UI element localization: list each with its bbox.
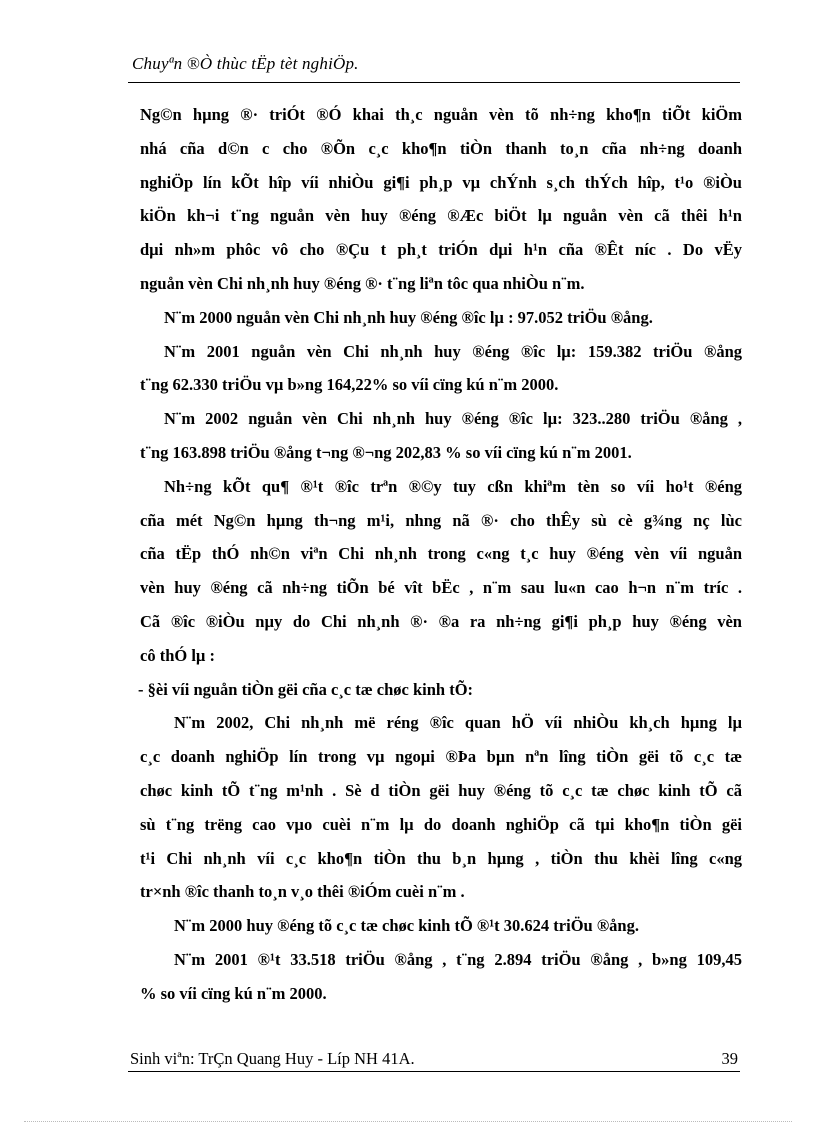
body-line: chøc kinh tÕ t¨ng m¹nh . Sè d tiÒn gëi huy ®éng tõ c¸c tæ chøc kinh tÕ cã bbox=[140, 780, 742, 800]
body-line: Cã ®îc ®iÒu nµy do Chi nh¸nh ®· ®a ra nh÷ng gi¶i ph¸p huy ®éng vèn bbox=[140, 611, 742, 631]
body-line: nguån vèn Chi nh¸nh huy ®éng ®· t¨ng liªn tôc qua nhiÒu n¨m. bbox=[140, 273, 585, 293]
body-line: nhá cña d©n c cho ®Õn c¸c kho¶n tiÒn thanh to¸n cña nh÷ng doanh bbox=[140, 138, 742, 158]
body-line: tr×nh ®îc thanh to¸n v¸o thêi ®iÓm cuèi n¨m . bbox=[140, 882, 465, 902]
body-line: N¨m 2001 nguån vèn Chi nh¸nh huy ®éng ®îc lµ: 159.382 triÖu ®ång bbox=[164, 341, 742, 361]
body-line: kiÖn kh¬i t¨ng nguån vèn huy ®éng ®Æc biÖt lµ nguån vèn cã thêi h¹n bbox=[140, 206, 742, 226]
header-title: Chuyªn ®Ò thùc tËp tèt nghiÖp. bbox=[132, 54, 359, 73]
footer-author: Sinh viªn: TrÇn Quang Huy - Líp NH 41A. bbox=[130, 1049, 415, 1068]
page-number: 39 bbox=[721, 1049, 738, 1068]
body-line: cña tËp thÓ nh©n viªn Chi nh¸nh trong c«ng t¸c huy ®éng vèn víi nguån bbox=[140, 544, 742, 564]
page-footer bbox=[128, 1049, 740, 1072]
body-line: N¨m 2002, Chi nh¸nh më réng ®îc quan hÖ víi nhiÒu kh¸ch hµng lµ bbox=[174, 713, 742, 733]
page-edge-divider bbox=[24, 1121, 792, 1122]
body-line: cña mét Ng©n hµng th¬ng m¹i, nhng nã ®· cho thÊy sù cè g¾ng nç lùc bbox=[140, 510, 742, 530]
body-line: c¸c doanh nghiÖp lín trong vµ ngoµi ®Þa bµn nªn lîng tiÒn gëi tõ c¸c tæ bbox=[140, 747, 742, 767]
body-line: % so víi cïng kú n¨m 2000. bbox=[140, 983, 327, 1003]
body-line: vèn huy ®éng cã nh÷ng tiÕn bé vît bËc , n¨m sau lu«n cao h¬n n¨m tríc . bbox=[140, 578, 742, 598]
body-line: N¨m 2000 huy ®éng tõ c¸c tæ chøc kinh tÕ ®¹t 30.624 triÖu ®ång. bbox=[174, 916, 639, 936]
bullet-line: - §èi víi nguån tiÒn gëi cña c¸c tæ chøc kinh tÕ: bbox=[138, 679, 474, 699]
body-line: t¨ng 62.330 triÖu vµ b»ng 164,22% so víi cïng kú n¨m 2000. bbox=[140, 375, 559, 395]
body-line: N¨m 2001 ®¹t 33.518 triÖu ®ång , t¨ng 2.894 triÖu ®ång , b»ng 109,45 bbox=[174, 949, 742, 969]
body-line: sù t¨ng trëng cao vµo cuèi n¨m lµ do doanh nghiÖp cã tµi kho¶n tiÒn gëi bbox=[140, 814, 742, 834]
body-line: t¹i Chi nh¸nh víi c¸c kho¶n tiÒn thu b¸n hµng , tiÒn thu khèi lîng c«ng bbox=[140, 848, 742, 868]
body-line: t¨ng 163.898 triÖu ®ång t¬ng ®¬ng 202,83 % so víi cïng kú n¨m 2001. bbox=[140, 442, 632, 462]
body-line: Nh÷ng kÕt qu¶ ®¹t ®îc trªn ®©y tuy cßn khiªm tèn so víi ho¹t ®éng bbox=[164, 476, 742, 496]
body-line: N¨m 2002 nguån vèn Chi nh¸nh huy ®éng ®îc lµ: 323..280 triÖu ®ång , bbox=[164, 409, 742, 429]
body-line: dµi nh»m phôc vô cho ®Çu t ph¸t triÓn dµi h¹n cña ®Êt níc . Do vËy bbox=[140, 240, 742, 260]
page-header bbox=[128, 52, 740, 83]
body-line: nghiÖp lín kÕt hîp víi nhiÒu gi¶i ph¸p vµ chÝnh s¸ch thÝch hîp, t¹o ®iÒu bbox=[140, 172, 742, 192]
body-line: Ng©n hµng ®· triÓt ®Ó khai th¸c nguån vèn tõ nh÷ng kho¶n tiÕt kiÖm bbox=[140, 105, 742, 124]
body-line: cô thÓ lµ : bbox=[140, 645, 216, 665]
page-body bbox=[140, 98, 742, 1011]
body-line: N¨m 2000 nguån vèn Chi nh¸nh huy ®éng ®îc lµ : 97.052 triÖu ®ång. bbox=[164, 307, 653, 327]
